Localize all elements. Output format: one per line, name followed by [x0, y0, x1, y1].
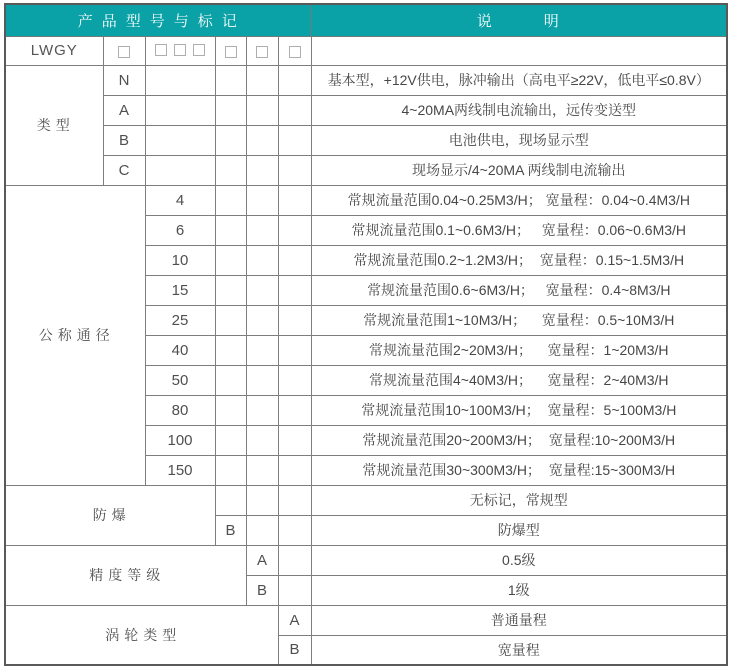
- empty-cell: [215, 305, 246, 335]
- empty-cell: [278, 215, 311, 245]
- empty-cell: [246, 335, 278, 365]
- description-cell: 无标记，常规型: [311, 485, 727, 515]
- code-cell: [215, 485, 246, 515]
- empty-cell: [246, 485, 278, 515]
- code-cell: 100: [145, 425, 215, 455]
- description-cell: 常规流量范围10~100M3/H； 宽量程：5~100M3/H: [311, 395, 727, 425]
- checkbox-icon: [256, 46, 268, 58]
- code-cell: A: [103, 95, 145, 125]
- empty-cell: [215, 425, 246, 455]
- checkbox-icon: [289, 46, 301, 58]
- table-row: [5, 485, 727, 515]
- empty-cell: [278, 425, 311, 455]
- description-cell: 常规流量范围0.2~1.2M3/H； 宽量程：0.15~1.5M3/H: [311, 245, 727, 275]
- empty-cell: [215, 365, 246, 395]
- empty-cell: [278, 365, 311, 395]
- code-cell: 10: [145, 245, 215, 275]
- model-code-row: [5, 36, 727, 65]
- empty-cell: [278, 275, 311, 305]
- empty-cell: [246, 305, 278, 335]
- turbine-type-section-label: 涡轮类型: [5, 605, 278, 665]
- code-cell: 150: [145, 455, 215, 485]
- description-cell: 0.5级: [311, 545, 727, 575]
- empty-cell: [145, 95, 215, 125]
- description-cell: 1级: [311, 575, 727, 605]
- checkbox-icon: [193, 44, 205, 56]
- diameter-section-label: 公称通径: [5, 185, 145, 485]
- description-cell: 常规流量范围20~200M3/H； 宽量程:10~200M3/H: [311, 425, 727, 455]
- empty-cell: [246, 65, 278, 95]
- empty-cell: [278, 65, 311, 95]
- checkbox-group: [155, 44, 205, 56]
- empty-cell: [278, 515, 311, 545]
- table-row: [5, 155, 727, 185]
- empty-cell: [278, 575, 311, 605]
- empty-cell: [246, 95, 278, 125]
- empty-cell: [246, 245, 278, 275]
- empty-cell: [278, 485, 311, 515]
- empty-cell: [215, 395, 246, 425]
- empty-cell: [278, 125, 311, 155]
- model-digit-cell: [145, 36, 215, 65]
- checkbox-icon: [174, 44, 186, 56]
- empty-cell: [215, 455, 246, 485]
- table-row: [5, 95, 727, 125]
- code-cell: 50: [145, 365, 215, 395]
- code-cell: N: [103, 65, 145, 95]
- description-cell: 常规流量范围2~20M3/H； 宽量程：1~20M3/H: [311, 335, 727, 365]
- description-cell: 防爆型: [311, 515, 727, 545]
- empty-cell: [215, 335, 246, 365]
- description-cell: 常规流量范围30~300M3/H； 宽量程:15~300M3/H: [311, 455, 727, 485]
- code-cell: C: [103, 155, 145, 185]
- empty-cell: [278, 305, 311, 335]
- empty-cell: [215, 125, 246, 155]
- empty-cell: [215, 65, 246, 95]
- table-header-row: [5, 4, 727, 36]
- description-cell: 现场显示/4~20MA 两线制电流输出: [311, 155, 727, 185]
- empty-cell: [278, 545, 311, 575]
- empty-cell: [215, 155, 246, 185]
- code-cell: B: [103, 125, 145, 155]
- description-cell: 常规流量范围4~40M3/H； 宽量程：2~40M3/H: [311, 365, 727, 395]
- empty-cell: [145, 125, 215, 155]
- table-row: [5, 605, 727, 635]
- code-cell: B: [215, 515, 246, 545]
- description-cell: 常规流量范围1~10M3/H； 宽量程：0.5~10M3/H: [311, 305, 727, 335]
- explosion-proof-section-label: 防爆: [5, 485, 215, 545]
- code-cell: 15: [145, 275, 215, 305]
- empty-cell: [215, 215, 246, 245]
- accuracy-section-label: 精度等级: [5, 545, 246, 605]
- table-row: [5, 545, 727, 575]
- product-model-spec-table: [4, 3, 728, 666]
- table-row: [5, 125, 727, 155]
- checkbox-icon: [118, 46, 130, 58]
- empty-cell: [278, 95, 311, 125]
- model-digit-cell: [215, 36, 246, 65]
- description-cell: 宽量程: [311, 635, 727, 665]
- description-cell: 基本型，+12V供电，脉冲输出（高电平≥22V，低电平≤0.8V）: [311, 65, 727, 95]
- code-cell: 25: [145, 305, 215, 335]
- empty-cell: [246, 515, 278, 545]
- empty-cell: [215, 245, 246, 275]
- empty-cell: [246, 125, 278, 155]
- empty-cell: [246, 425, 278, 455]
- empty-cell: [278, 155, 311, 185]
- model-digit-cell: [278, 36, 311, 65]
- description-cell: 电池供电，现场显示型: [311, 125, 727, 155]
- table-row: [5, 65, 727, 95]
- empty-cell: [145, 65, 215, 95]
- model-digit-cell: [103, 36, 145, 65]
- empty-description-cell: [311, 36, 727, 65]
- empty-cell: [246, 155, 278, 185]
- empty-cell: [278, 245, 311, 275]
- empty-cell: [246, 365, 278, 395]
- description-cell: 常规流量范围0.04~0.25M3/H； 宽量程：0.04~0.4M3/H: [311, 185, 727, 215]
- empty-cell: [246, 215, 278, 245]
- empty-cell: [246, 275, 278, 305]
- table-row: [5, 185, 727, 215]
- code-cell: A: [246, 545, 278, 575]
- empty-cell: [246, 395, 278, 425]
- checkbox-icon: [225, 46, 237, 58]
- empty-cell: [246, 185, 278, 215]
- empty-cell: [278, 185, 311, 215]
- description-cell: 常规流量范围0.6~6M3/H； 宽量程：0.4~8M3/H: [311, 275, 727, 305]
- code-cell: 4: [145, 185, 215, 215]
- type-section-label: 类型: [5, 65, 103, 185]
- empty-cell: [278, 455, 311, 485]
- description-header-cell: 说明: [311, 4, 727, 36]
- description-cell: 常规流量范围0.1~0.6M3/H； 宽量程：0.06~0.6M3/H: [311, 215, 727, 245]
- empty-cell: [215, 275, 246, 305]
- code-cell: A: [278, 605, 311, 635]
- description-cell: 4~20MA两线制电流输出，远传变送型: [311, 95, 727, 125]
- empty-cell: [246, 455, 278, 485]
- model-header-cell: 产品型号与标记: [5, 4, 311, 36]
- code-cell: B: [278, 635, 311, 665]
- checkbox-icon: [155, 44, 167, 56]
- code-cell: B: [246, 575, 278, 605]
- empty-cell: [215, 95, 246, 125]
- code-cell: 40: [145, 335, 215, 365]
- model-prefix-cell: LWGY: [5, 36, 103, 65]
- code-cell: 6: [145, 215, 215, 245]
- empty-cell: [145, 155, 215, 185]
- empty-cell: [278, 395, 311, 425]
- description-cell: 普通量程: [311, 605, 727, 635]
- model-digit-cell: [246, 36, 278, 65]
- empty-cell: [278, 335, 311, 365]
- empty-cell: [215, 185, 246, 215]
- code-cell: 80: [145, 395, 215, 425]
